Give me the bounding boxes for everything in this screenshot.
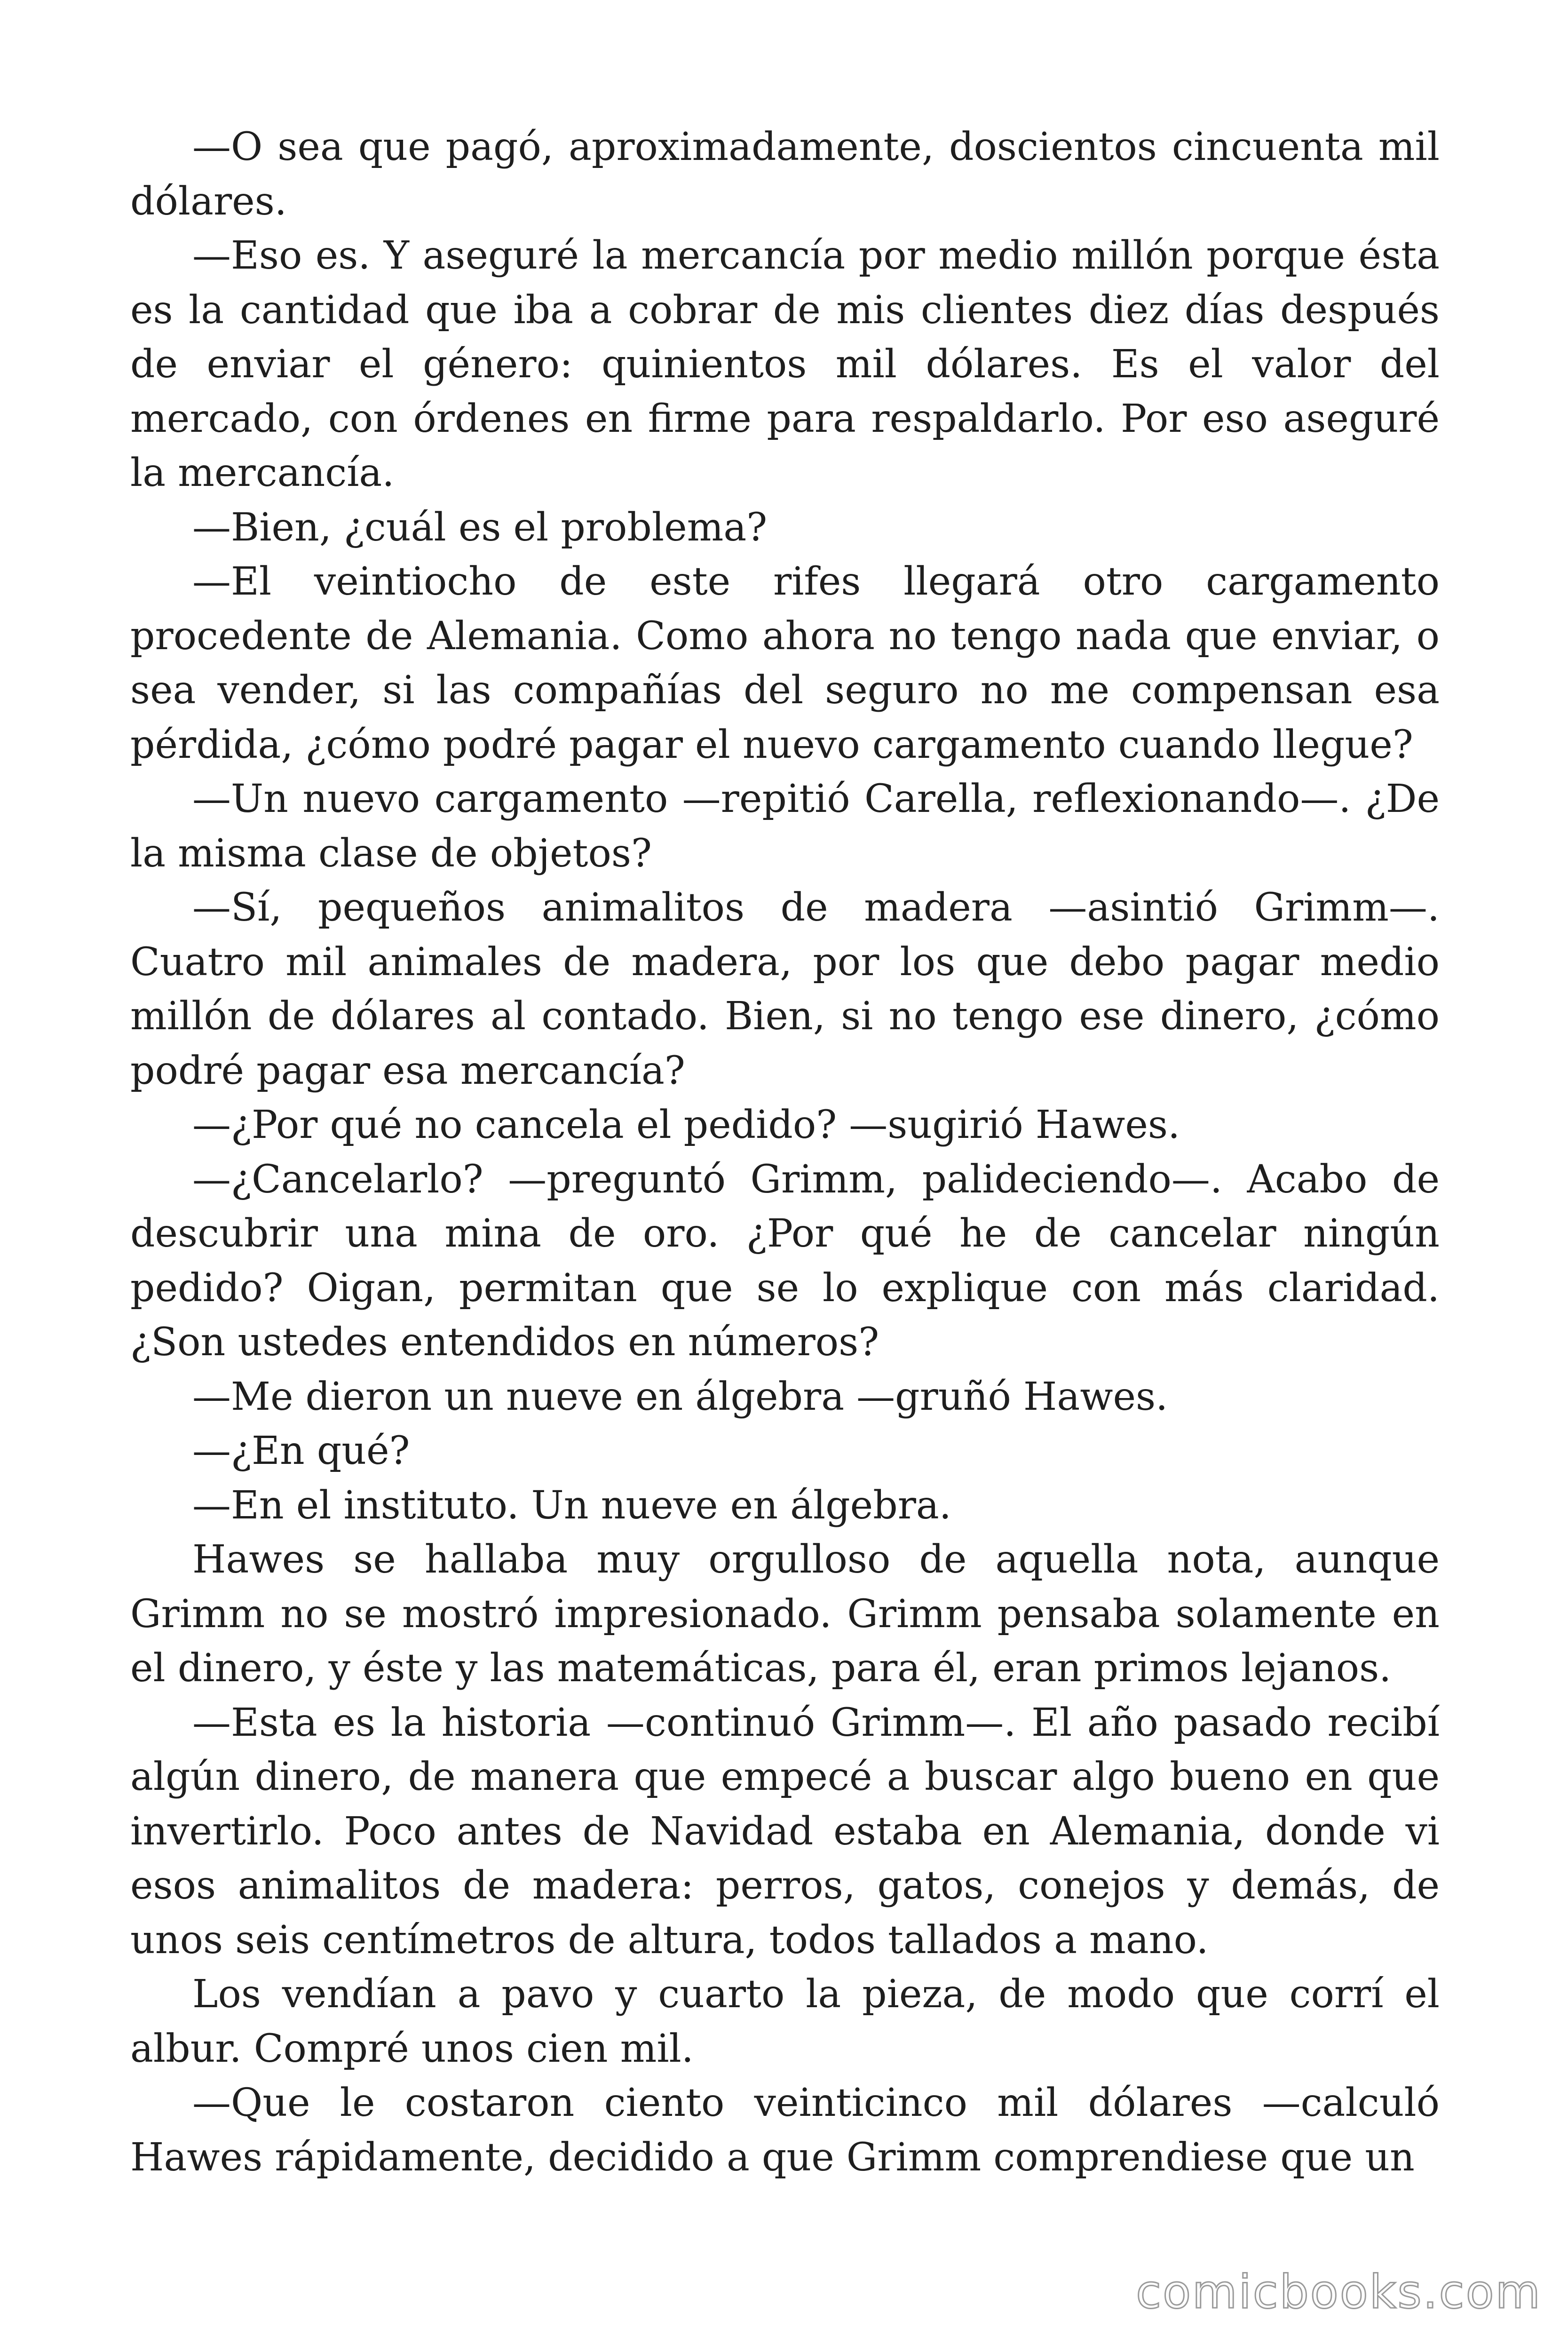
body-text: [130, 120, 1440, 2185]
paragraph: —El veintiocho de este rifes llegará otro cargamento procedente de Alemania. Como ahora no tengo nada que enviar, o sea vender, si las compañías del seguro no me compensan esa pérdida, ¿cómo podré pagar el nuevo cargamento cuando llegue?: [130, 559, 1440, 767]
paragraph: —Bien, ¿cuál es el problema?: [192, 505, 768, 550]
paragraph: Hawes se hallaba muy orgulloso de aquella nota, aunque Grimm no se mostró impresionado. Grimm pensaba solamente en el dinero, y éste y las matemáticas, para él, eran primos lejanos.: [130, 1537, 1440, 1691]
paragraph: —Eso es. Y aseguré la mercancía por medio millón porque ésta es la cantidad que iba a cobrar de mis clientes diez días después de enviar el género: quinientos mil dólares. Es el valor del mercado, con órdenes en firme para respaldarlo. Por eso aseguré la mercancía.: [130, 233, 1440, 495]
paragraph: —O sea que pagó, aproximadamente, doscientos cincuenta mil dólares.: [130, 125, 1440, 224]
paragraph: —Sí, pequeños animalitos de madera —asintió Grimm—. Cuatro mil animales de madera, por los que debo pagar medio millón de dólares al contado. Bien, si no tengo ese dinero, ¿cómo podré pagar esa mercancía?: [130, 885, 1440, 1093]
paragraph: —¿Cancelarlo? —preguntó Grimm, palideciendo—. Acabo de descubrir una mina de oro. ¿Por qué he de cancelar ningún pedido? Oigan, permitan que se lo explique con más claridad. ¿Son ustedes entendidos en números?: [130, 1157, 1440, 1365]
paragraph: Los vendían a pavo y cuarto la pieza, de modo que corrí el albur. Compré unos cien mil.: [130, 1972, 1440, 2071]
paragraph: —¿Por qué no cancela el pedido? —sugirió Hawes.: [192, 1103, 1180, 1147]
paragraph: —Esta es la historia —continuó Grimm—. El año pasado recibí algún dinero, de manera que empecé a buscar algo bueno en que invertirlo. Poco antes de Navidad estaba en Alemania, donde vi esos animalitos de madera: perros, gatos, conejos y demás, de unos seis centímetros de altura, todos tallados a mano.: [130, 1700, 1440, 1963]
paragraph: —Me dieron un nueve en álgebra —gruñó Hawes.: [192, 1374, 1168, 1419]
watermark: comicbooks.com: [1136, 2265, 1542, 2319]
paragraph: —¿En qué?: [192, 1429, 410, 1473]
paragraph: —Un nuevo cargamento —repitió Carella, reflexionando—. ¿De la misma clase de objetos?: [130, 777, 1440, 876]
paragraph: —Que le costaron ciento veinticinco mil dólares —calculó Hawes rápidamente, decidido a que Grimm comprendiese que un: [130, 2081, 1440, 2180]
paragraph: —En el instituto. Un nueve en álgebra.: [192, 1483, 951, 1528]
